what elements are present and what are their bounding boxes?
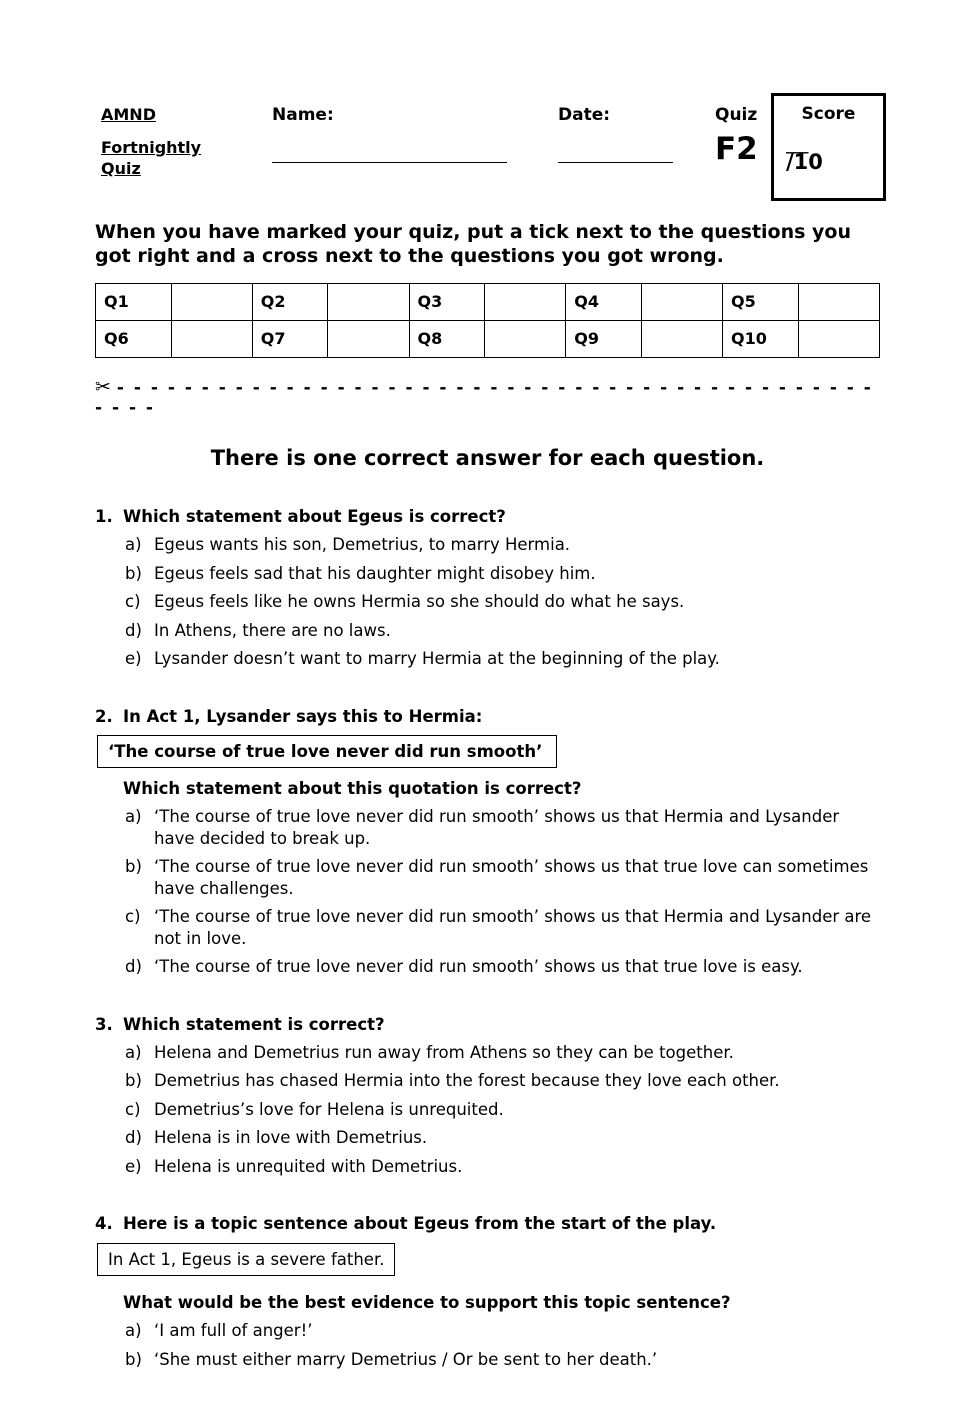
quiz-subtitle-line1: Fortnightly [101,138,202,157]
tick-table-label-q10: Q10 [723,320,799,357]
answer-option [125,856,880,899]
question-heading [95,1213,880,1234]
answer-option [125,1349,880,1370]
tick-table-blank-q3 [485,283,566,320]
cut-here-line [95,376,880,398]
quote-box: ‘The course of true love never did run smooth’ [97,735,557,768]
answer-option-text: Egeus feels like he owns Hermia so she should do what he says. [154,592,685,612]
answer-option-text: ‘I am full of anger!’ [154,1321,313,1341]
answer-option-letter: b) [125,857,142,877]
answer-option [125,591,880,612]
answer-option [125,1156,880,1177]
quiz-label: Quiz [715,105,758,125]
tick-table-label-q8: Q8 [409,320,485,357]
quiz-header [95,95,880,213]
question-block [95,1014,880,1178]
question-number: 2. [95,706,113,726]
tick-table-label-q7: Q7 [252,320,328,357]
answer-option-text: Lysander doesn’t want to marry Hermia at the beginning of the play. [154,649,720,669]
name-underline [272,125,507,163]
answer-option [125,806,880,849]
tick-table-label-q3: Q3 [409,283,485,320]
question-block [95,1213,880,1370]
answer-option-text: Demetrius’s love for Helena is unrequited. [154,1099,504,1119]
answer-option [125,1320,880,1341]
quiz-code-block [715,105,758,167]
tick-table-label-q9: Q9 [566,320,642,357]
question-prompt: Here is a topic sentence about Egeus from the start of the play. [123,1214,717,1234]
question-prompt: In Act 1, Lysander says this to Hermia: [123,706,483,726]
quiz-code: F2 [715,131,758,167]
answer-option-letter: d) [125,957,142,977]
answer-option-letter: a) [125,1042,142,1062]
question-block [95,706,880,978]
tick-table [95,283,880,358]
cut-dashes-line1: - - - - - - - - - - - - - - - - - - - - - - - - - - - - - - - - - - - - - - - - - - - - - [116,377,873,398]
answer-option-letter: e) [125,1156,142,1176]
answer-option-text: ‘The course of true love never did run smooth’ shows us that Hermia and Lysander have decided to break up. [154,807,840,848]
tick-table-label-q1: Q1 [96,283,172,320]
answer-option-letter: a) [125,807,142,827]
answer-option-text: Helena is in love with Demetrius. [154,1128,428,1148]
tick-table-label-q5: Q5 [723,283,799,320]
answer-option-letter: c) [125,907,141,927]
section-heading: There is one correct answer for each question. [210,445,765,470]
answer-option [125,648,880,669]
tick-table-blank-q10 [798,320,879,357]
answer-option [125,620,880,641]
tick-table-label-q2: Q2 [252,283,328,320]
quiz-subtitle-line2: Quiz [101,159,141,178]
answer-option [125,906,880,949]
tick-table-blank-q9 [641,320,722,357]
answer-option-text: ‘She must either marry Demetrius / Or be sent to her death.’ [154,1349,658,1369]
tick-table-label-q6: Q6 [96,320,172,357]
question-sub-prompt: Which statement about this quotation is correct? [123,779,582,799]
answer-option-letter: c) [125,592,141,612]
tick-table-blank-q8 [485,320,566,357]
answer-option [125,534,880,555]
answer-option-text: ‘The course of true love never did run smooth’ shows us that true love is easy. [154,957,803,977]
tick-table-blank-q6 [171,320,252,357]
answer-option-text: Egeus feels sad that his daughter might disobey him. [154,563,596,583]
answer-option-letter: e) [125,649,142,669]
question-number: 3. [95,1014,113,1034]
answer-option-text: Demetrius has chased Hermia into the forest because they love each other. [154,1071,780,1091]
score-blank-line: ___ [786,136,809,154]
answer-option [125,1099,880,1120]
tick-table-blank-q1 [171,283,252,320]
name-field [272,105,510,163]
tick-table-row-2 [96,320,880,357]
answer-option [125,1042,880,1063]
answer-option-letter: d) [125,620,142,640]
tick-table-blank-q5 [798,283,879,320]
answer-option-text: ‘The course of true love never did run smooth’ shows us that Hermia and Lysander are not in love. [154,907,872,948]
question-prompt: Which statement is correct? [123,1014,385,1034]
question-number: 1. [95,506,113,526]
answer-option [125,563,880,584]
course-title: AMND [101,105,156,124]
answer-option-letter: c) [125,1099,141,1119]
answer-option-text: Helena is unrequited with Demetrius. [154,1156,463,1176]
cut-dashes-line2: - - - - [95,397,155,418]
answer-option-letter: b) [125,1349,142,1369]
answer-option-letter: b) [125,1071,142,1091]
question-prompt: Which statement about Egeus is correct? [123,506,506,526]
answer-option-letter: b) [125,563,142,583]
answer-option-text: ‘The course of true love never did run smooth’ shows us that true love can sometimes have challenges. [154,857,869,898]
date-underline [558,125,673,163]
tick-table-row-1 [96,283,880,320]
name-label: Name: [272,105,334,125]
scissors-icon: ✂ [95,375,111,398]
answer-option-letter: a) [125,535,142,555]
questions [95,506,880,1370]
tick-table-blank-q4 [641,283,722,320]
tick-table-blank-q2 [328,283,409,320]
question-heading [95,706,880,727]
score-box [771,93,886,201]
tick-table-blank-q7 [328,320,409,357]
answer-option [125,1070,880,1091]
answer-option-letter: a) [125,1321,142,1341]
question-block [95,506,880,670]
score-denominator: /10 [786,150,823,174]
date-label: Date: [558,105,611,125]
score-label: Score [801,104,856,124]
question-heading [95,506,880,527]
question-number: 4. [95,1214,113,1234]
answer-option [125,956,880,977]
question-sub-prompt: What would be the best evidence to support this topic sentence? [123,1292,731,1312]
date-field [558,105,678,163]
answer-option [125,1127,880,1148]
quote-box: In Act 1, Egeus is a severe father. [97,1243,395,1276]
tick-table-label-q4: Q4 [566,283,642,320]
question-heading [95,1014,880,1035]
answer-option-text: Helena and Demetrius run away from Athens so they can be together. [154,1042,734,1062]
answer-option-text: Egeus wants his son, Demetrius, to marry Hermia. [154,535,571,555]
marking-instructions: When you have marked your quiz, put a tick next to the questions you got right and a cross next to the questions you got wrong. [95,221,852,267]
answer-option-text: In Athens, there are no laws. [154,620,391,640]
answer-option-letter: d) [125,1128,142,1148]
quiz-subtitle [101,137,201,179]
